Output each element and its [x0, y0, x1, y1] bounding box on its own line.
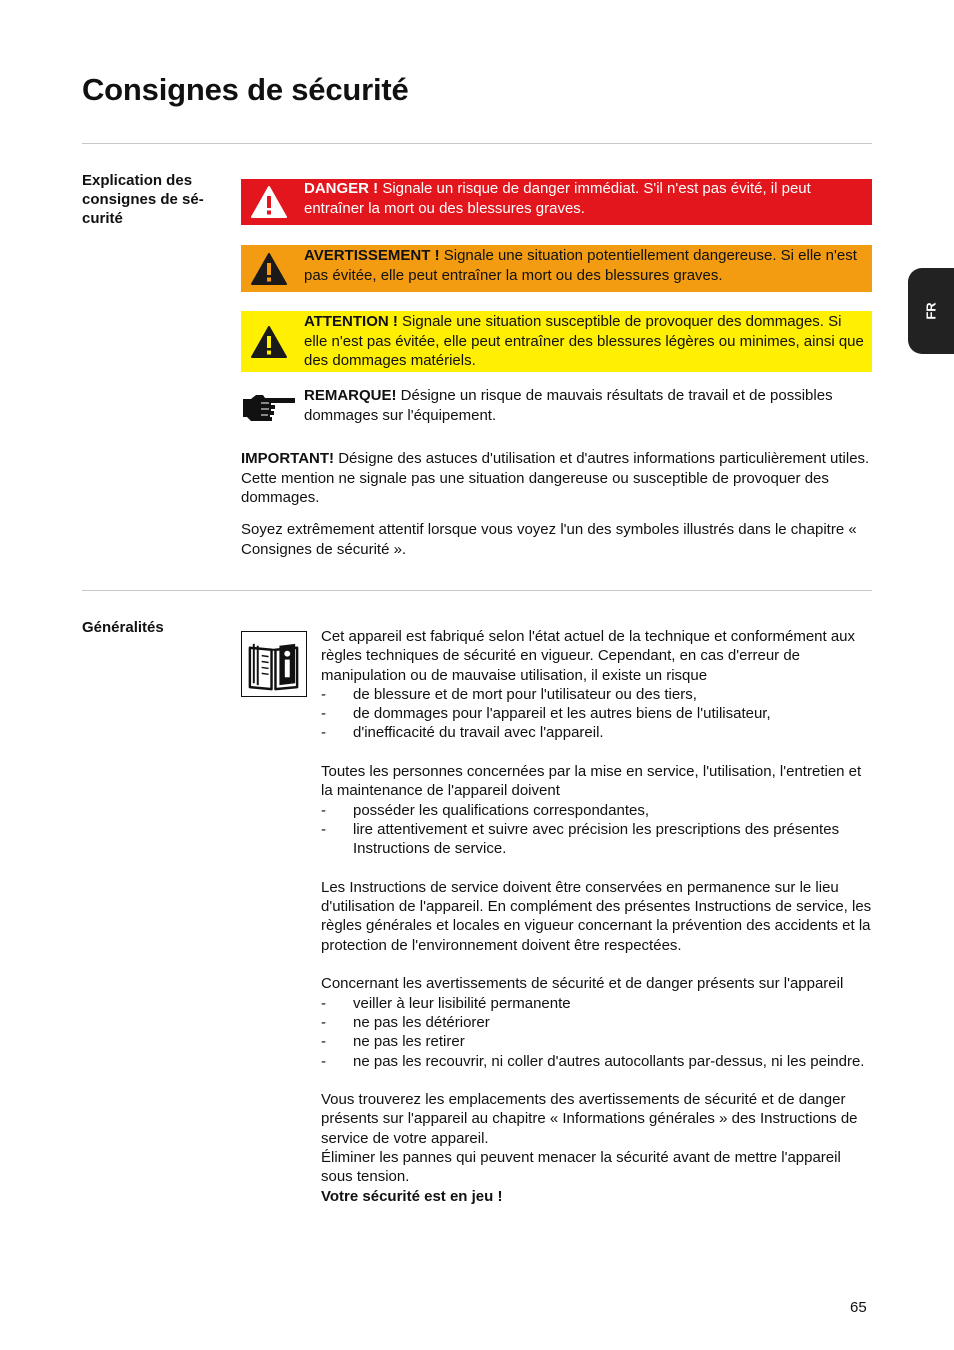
list-item: - de blessure et de mort pour l'utilisateur ou des tiers, [321, 685, 872, 704]
read-manual-icon [241, 631, 307, 697]
language-tab [908, 268, 954, 354]
general-body [321, 627, 872, 1206]
divider [82, 143, 872, 144]
signs-paragraph: Concernant les avertissements de sécurité et de danger présents sur l'appareil [321, 975, 844, 993]
danger-notice [241, 179, 872, 225]
list-item: - de dommages pour l'appareil et les autres biens de l'utilisateur, [321, 704, 872, 723]
risks-list [321, 685, 872, 743]
warning-text: AVERTISSEMENT ! Signale une situation potentiellement dangereuse. Si elle n'est pas évitée, elle peut entraîner la mort ou des blessures graves. [304, 247, 857, 284]
instructions-paragraph: Les Instructions de service doivent être conservées en permanence sur le lieu d'utilisation de l'appareil. En complément des présentes Instructions de service, les règles générales et locales en vigueur concernant la prévention des accidents et la protection de l'environnement doivent être respectées. [321, 878, 872, 954]
important-paragraph: IMPORTANT! Désigne des astuces d'utilisation et d'autres informations particulièrement utiles. Cette mention ne signale pas une situation dangereuse ou susceptible de provoquer des dommages. [241, 450, 870, 506]
list-item: - d'inefficacité du travail avec l'appareil. [321, 723, 872, 742]
language-tab-label: FR [923, 302, 939, 320]
warning-triangle-icon [251, 186, 287, 218]
divider [82, 590, 872, 591]
pointing-hand-icon [241, 390, 297, 422]
warning-triangle-icon [251, 253, 287, 285]
list-item: - ne pas les retirer [321, 1032, 872, 1051]
danger-text: DANGER ! Signale un risque de danger immédiat. S'il n'est pas évité, il peut entraîner la mort ou des blessures graves. [304, 180, 811, 217]
warning-triangle-icon [251, 326, 287, 358]
warning-notice [241, 245, 872, 292]
final-bold-statement: Votre sécurité est en jeu ! [321, 1187, 503, 1205]
page-number: 65 [850, 1299, 867, 1316]
list-item: - veiller à leur lisibilité permanente [321, 994, 872, 1013]
eliminate-paragraph: Éliminer les pannes qui peuvent menacer la sécurité avant de mettre l'appareil sous tension. [321, 1149, 841, 1186]
section-heading-general: Généralités [82, 619, 164, 636]
closing-paragraph: Soyez extrêmement attentif lorsque vous voyez l'un des symboles illustrés dans le chapitre « Consignes de sécurité ». [241, 521, 857, 558]
caution-notice [241, 311, 872, 372]
location-paragraph: Vous trouverez les emplacements des avertissements de sécurité et de danger présents sur l'appareil au chapitre « Informations générales » des Instructions de service de votre appareil. [321, 1091, 858, 1147]
note-text: REMARQUE! Désigne un risque de mauvais résultats de travail et de possibles dommages sur l'équipement. [304, 387, 833, 424]
persons-list [321, 801, 872, 859]
section-heading-safety-explanation: Explication des consignes de sé- curité [82, 172, 204, 227]
caution-text: ATTENTION ! Signale une situation susceptible de provoquer des dommages. Si elle n'est pas évitée, elle peut entraîner des blessures légères ou minimes, ainsi que des dommages matériels. [304, 313, 864, 369]
note-notice [241, 385, 872, 427]
page-title: Consignes de sécurité [82, 72, 409, 107]
list-item: - lire attentivement et suivre avec précision les prescriptions des présentes Instructions de service. [321, 820, 872, 859]
list-item: - ne pas les détériorer [321, 1013, 872, 1032]
intro-paragraph: Cet appareil est fabriqué selon l'état actuel de la technique et conformément aux règles techniques de sécurité en vigueur. Cependant, en cas d'erreur de manipulation ou de mauvaise utilisation, il existe un risque [321, 628, 856, 684]
persons-paragraph: Toutes les personnes concernées par la mise en service, l'utilisation, l'entretien et la maintenance de l'appareil doivent [321, 763, 862, 800]
signs-list [321, 994, 872, 1071]
list-item: - ne pas les recouvrir, ni coller d'autres autocollants par-dessus, ni les peindre. [321, 1052, 872, 1071]
list-item: - posséder les qualifications correspondantes, [321, 801, 872, 820]
